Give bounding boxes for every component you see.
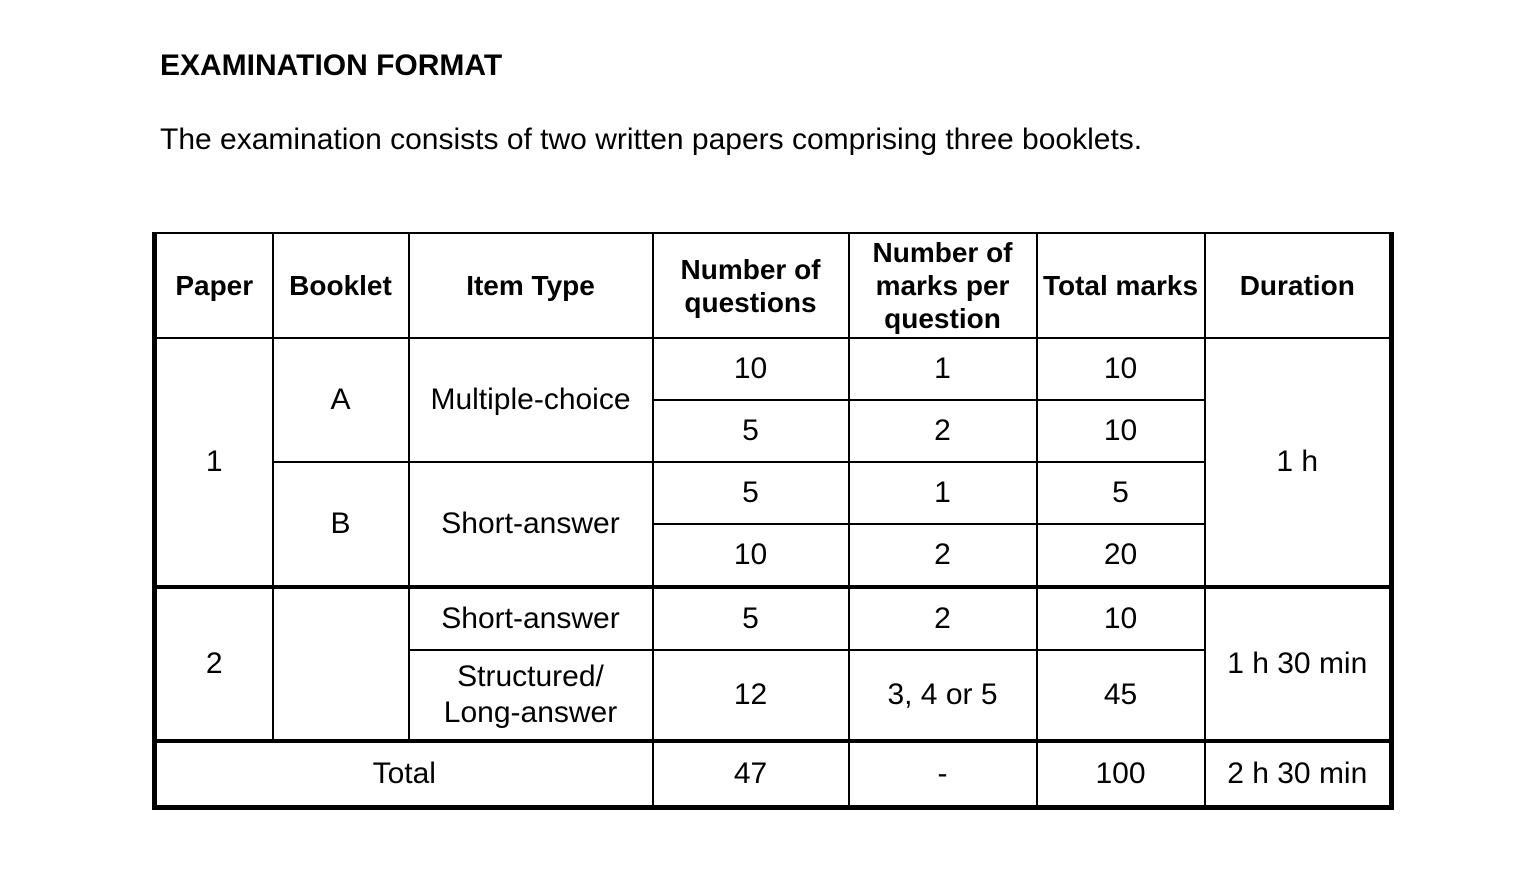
item-type-short-answer: Short-answer xyxy=(409,462,653,587)
num-questions-cell: 5 xyxy=(653,400,849,462)
intro-text: The examination consists of two written papers comprising three booklets. xyxy=(160,123,1143,156)
table-row xyxy=(155,338,1392,400)
booklet-a-cell: A xyxy=(273,338,409,462)
header-booklet: Booklet xyxy=(273,233,409,338)
num-questions-cell: 5 xyxy=(653,587,849,650)
marks-per-question-cell: 1 xyxy=(849,338,1037,400)
page-title: EXAMINATION FORMAT xyxy=(160,49,503,82)
total-num-questions: 47 xyxy=(653,741,849,808)
header-total-marks: Total marks xyxy=(1037,233,1205,338)
table-header-row xyxy=(155,233,1392,338)
header-paper: Paper xyxy=(155,233,273,338)
booklet-b-cell: B xyxy=(273,462,409,587)
total-marks-value: 100 xyxy=(1037,741,1205,808)
num-questions-cell: 10 xyxy=(653,524,849,587)
marks-per-question-cell: 3, 4 or 5 xyxy=(849,650,1037,741)
item-type-multiple-choice: Multiple-choice xyxy=(409,338,653,462)
num-questions-cell: 10 xyxy=(653,338,849,400)
header-item-type: Item Type xyxy=(409,233,653,338)
num-questions-cell: 12 xyxy=(653,650,849,741)
marks-per-question-cell: 2 xyxy=(849,400,1037,462)
total-marks-per-question: - xyxy=(849,741,1037,808)
marks-per-question-cell: 2 xyxy=(849,524,1037,587)
total-marks-cell: 45 xyxy=(1037,650,1205,741)
header-duration: Duration xyxy=(1205,233,1392,338)
total-marks-cell: 10 xyxy=(1037,587,1205,650)
paper-1-cell: 1 xyxy=(155,338,273,587)
duration-paper-1: 1 h xyxy=(1205,338,1392,587)
duration-paper-2: 1 h 30 min xyxy=(1205,587,1392,741)
num-questions-cell: 5 xyxy=(653,462,849,524)
item-type-structured-long-answer: Structured/ Long-answer xyxy=(409,650,653,741)
total-marks-cell: 10 xyxy=(1037,400,1205,462)
header-marks-per-question: Number of marks per question xyxy=(849,233,1037,338)
total-label: Total xyxy=(155,741,653,808)
marks-per-question-cell: 2 xyxy=(849,587,1037,650)
paper-2-cell: 2 xyxy=(155,587,273,741)
table-row xyxy=(155,587,1392,650)
total-marks-cell: 5 xyxy=(1037,462,1205,524)
total-duration: 2 h 30 min xyxy=(1205,741,1392,808)
booklet-paper-2-cell xyxy=(273,587,409,741)
total-marks-cell: 20 xyxy=(1037,524,1205,587)
item-type-short-answer: Short-answer xyxy=(409,587,653,650)
total-marks-cell: 10 xyxy=(1037,338,1205,400)
marks-per-question-cell: 1 xyxy=(849,462,1037,524)
header-number-of-questions: Number of questions xyxy=(653,233,849,338)
examination-format-table xyxy=(152,232,1394,810)
table-total-row xyxy=(155,741,1392,808)
